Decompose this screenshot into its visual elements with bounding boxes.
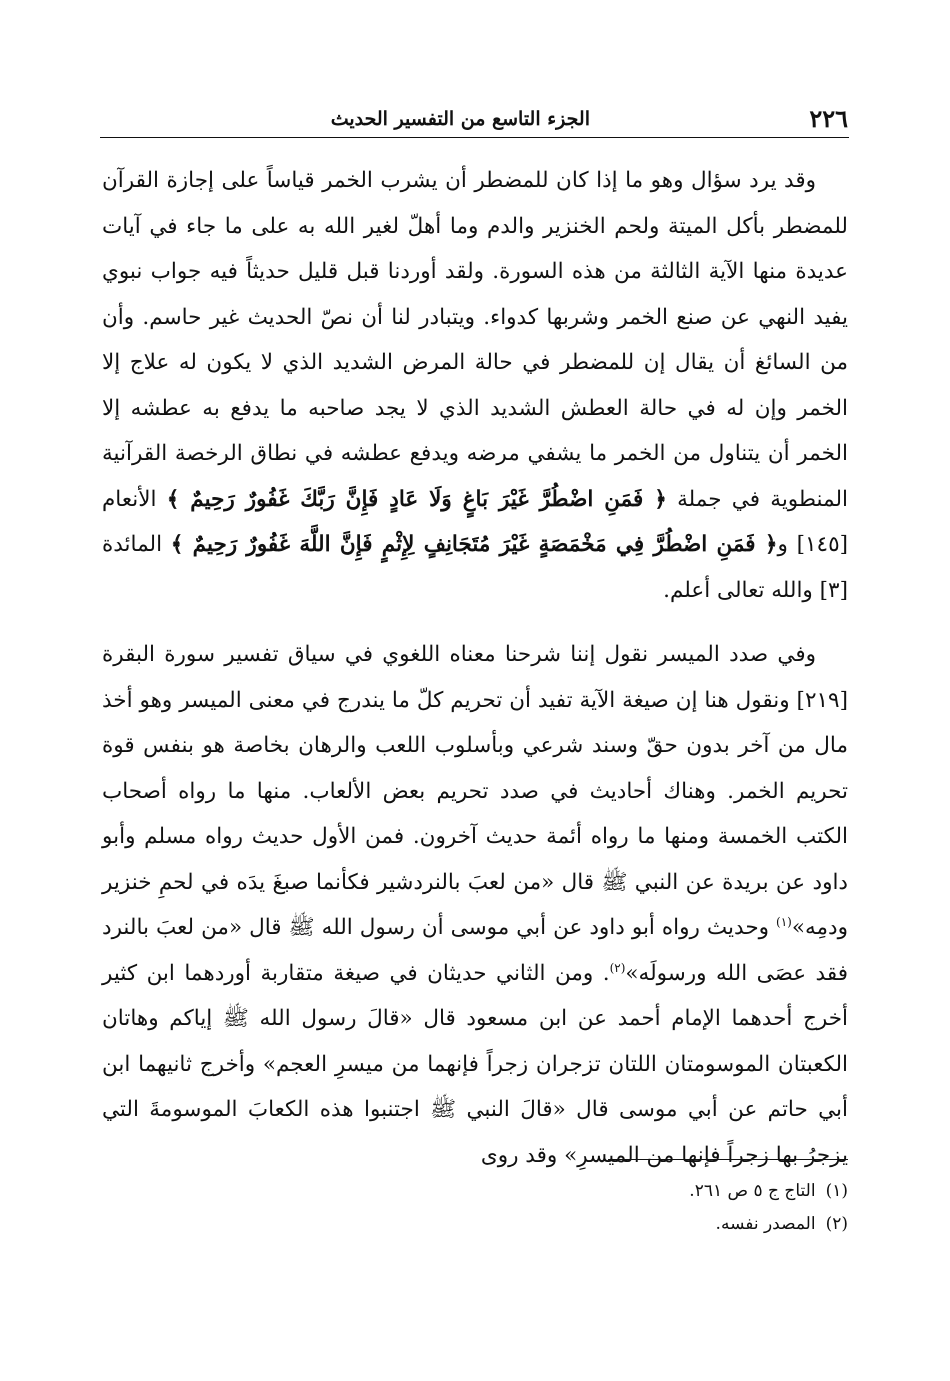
paragraph-text: وقد يرد سؤال وهو ما إذا كان للمضطر أن يشرب الخمر قياساً على إجازة القرآن للمضطر بأكل الميتة ولحم الخنزير والدم وما أهلّ لغير الله به على ما جاء في آيات عديدة منها الآية الثالثة من هذه السورة. ولقد أوردنا قبل قليل حديثاً فيه جواب نبوي يفيد النهي عن صنع الخمر وشربها كدواء. ويتبادر لنا أن نصّ الحديث غير حاسم. وأن من السائغ أن يقال إن للمضطر في حالة المرض الشديد الذي لا يكون له علاج إلا الخمر وإن له في حالة العطش الشديد الذي لا يجد صاحبه ما يدفع به عطشه إلا الخمر أن يتناول من الخمر ما يشفي مرضه ويدفع عطشه في نطاق الرخصة القرآنية المنطوية في جملة [102, 168, 848, 512]
paragraph-text: وفي صدد الميسر نقول إننا شرحنا معناه اللغوي في سياق تفسير سورة البقرة [٢١٩] ونقول هنا إن صيغة الآية تفيد أن تحريم كلّ ما يندرج في معنى الميسر وهو أخذ مال من آخر بدون حقّ وسند شرعي وبأسلوب اللعب والرهان بخاصة هو بنفس قوة تحريم الخمر. وهناك أحاديث في صدد تحريم بعض الألعاب. منها ما رواه أصحاب الكتب الخمسة ومنها ما رواه أئمة حديث آخرون. فمن الأول حديث رواه مسلم وأبو داود عن بريدة عن النبي ﷺ قال «من لعبَ بالنردشير فكأنما صبغَ يدَه في لحمِ خنزير ودمِه» [102, 642, 848, 940]
header-divider [100, 137, 849, 138]
footnote-item [102, 1208, 848, 1241]
paragraph-text: وحديث رواه أبو داود عن أبي موسى أن رسول الله ﷺ قال «من لعبَ بالنرد فقد عصَى الله ورسولَه» [102, 915, 849, 986]
footnote-marker: (١) [825, 1181, 848, 1201]
verse-reference: المائدة [٣] والله تعالى أعلم. [102, 532, 848, 603]
verse-reference: الأنعام [١٤٥] و [102, 486, 849, 557]
paragraph-text: . ومن الثاني حديثان في صيغة متقاربة أوردهما ابن كثير أخرج أحدهما الإمام أحمد عن ابن مسعود قال «قالَ رسول الله ﷺ إياكم وهاتان الكعبتان الموسومتان اللتان تزجران زجراً فإنهما من ميسرِ العجم» وأخرج ثانيهما ابن أبي حاتم عن أبي موسى قال «قالَ النبي ﷺ اجتنبوا هذه الكعابَ الموسومةَ التي يزجرُ بها زجراً فإنها من الميسرِ» وقد روى [102, 960, 848, 1168]
paragraph-gambling [102, 632, 848, 1178]
footnote-ref: (٢) [609, 960, 626, 975]
footnote-text: التاج ج ٥ ص ٢٦١. [689, 1181, 816, 1201]
quran-verse: ﴿ فَمَنِ اضْطُرَّ فِي مَخْمَصَةٍ غَيْرَ مُتَجَانِفٍ لِإِثْمٍ فَإِنَّ اللَّهَ غَفُورٌ رَحِيمٌ ﴾ [170, 532, 778, 557]
paragraph-wine-necessity [102, 158, 848, 613]
footnote-divider [608, 1159, 848, 1160]
page-header [102, 104, 848, 134]
footnotes [102, 1175, 848, 1241]
running-title: الجزء التاسع من التفسير الحديث [330, 108, 590, 130]
footnote-marker: (٢) [825, 1214, 848, 1234]
footnote-item [102, 1175, 848, 1208]
footnote-text: المصدر نفسه. [715, 1214, 816, 1234]
quran-verse: ﴿ فَمَنِ اضْطُرَّ غَيْرَ بَاغٍ وَلَا عَادٍ فَإِنَّ رَبَّكَ غَفُورٌ رَحِيمٌ ﴾ [166, 486, 667, 512]
page-number: ٢٢٦ [809, 104, 848, 133]
footnote-ref: (١) [776, 914, 792, 929]
